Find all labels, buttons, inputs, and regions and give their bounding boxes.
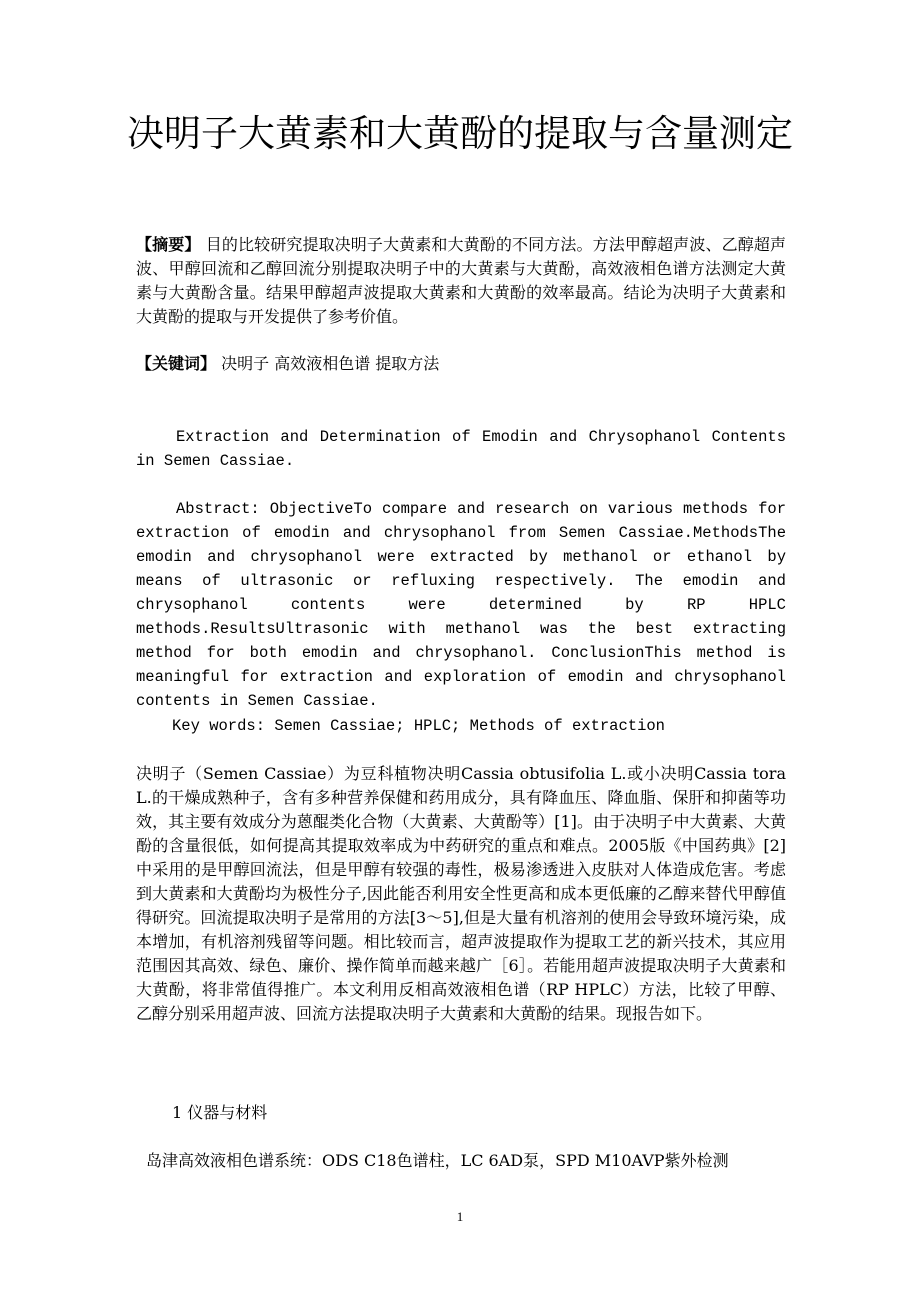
keywords-chinese xyxy=(136,352,786,376)
page-number: 1 xyxy=(456,1209,464,1224)
keywords-english: Key words: Semen Cassiae; HPLC; Methods of extraction xyxy=(172,717,665,735)
abstract-text: 目的比较研究提取决明子大黄素和大黄酚的不同方法。方法甲醇超声波、乙醇超声波、甲醇回流和乙醇回流分别提取决明子中的大黄素与大黄酚，高效液相色谱方法测定大黄素与大黄酚含量。结果甲醇超声波提取大黄素和大黄酚的效率最高。结论为决明子大黄素和大黄酚的提取与开发提供了参考价值。 xyxy=(136,235,786,326)
materials-paragraph: 岛津高效液相色谱系统：ODS C18色谱柱，LC 6AD泵，SPD M10AVP紫外检测 xyxy=(146,1151,729,1170)
english-title: Extraction and Determination of Emodin and Chrysophanol Contents in Semen Cassiae. xyxy=(136,428,786,470)
abstract-label: 【摘要】 xyxy=(136,235,201,254)
keywords-text: 决明子 高效液相色谱 提取方法 xyxy=(216,354,440,373)
paper-title: 决明子大黄素和大黄酚的提取与含量测定 xyxy=(127,112,793,155)
keywords-label: 【关键词】 xyxy=(136,354,217,373)
introduction-paragraph: 决明子（Semen Cassiae）为豆科植物决明Cassia obtusifolia L.或小决明Cassia tora L.的干燥成熟种子，含有多种营养保健和药用成分，具有降血压、降血脂、保肝和抑菌等功效，其主要有效成分为蒽醌类化合物（大黄素、大黄酚等）[1]。由于决明子中大黄素、大黄酚的含量很低，如何提高其提取效率成为中药研究的重点和难点。2005版《中国药典》[2]中采用的是甲醇回流法，但是甲醇有较强的毒性，极易渗透进入皮肤对人体造成危害。考虑到大黄素和大黄酚均为极性分子,因此能否利用安全性更高和成本更低廉的乙醇来替代甲醇值得研究。回流提取决明子是常用的方法[3～5],但是大量有机溶剂的使用会导致环境污染，成本增加，有机溶剂残留等问题。相比较而言，超声波提取作为提取工艺的新兴技术，其应用范围因其高效、绿色、廉价、操作简单而越来越广［6］。若能用超声波提取决明子大黄素和大黄酚，将非常值得推广。本文利用反相高效液相色谱（RP HPLC）方法，比较了甲醇、乙醇分别采用超声波、回流方法提取决明子大黄素和大黄酚的结果。现报告如下。 xyxy=(136,764,786,1023)
section-heading-instruments: 1 仪器与材料 xyxy=(172,1103,268,1122)
abstract-english: Abstract: ObjectiveTo compare and research on various methods for extraction of emodin and chrysophanol from Semen Cassiae.MethodsThe emodin and chrysophanol were extracted by methanol or ethanol by means of ultrasonic or refluxing respectively. The emodin and chrysophanol contents were determined by RP HPLC methods.ResultsUltrasonic with methanol was the best extracting method for both emodin and chrysophanol. ConclusionThis method is meaningful for extraction and exploration of emodin and chrysophanol contents in Semen Cassiae. xyxy=(136,500,786,710)
abstract-chinese xyxy=(136,233,786,329)
